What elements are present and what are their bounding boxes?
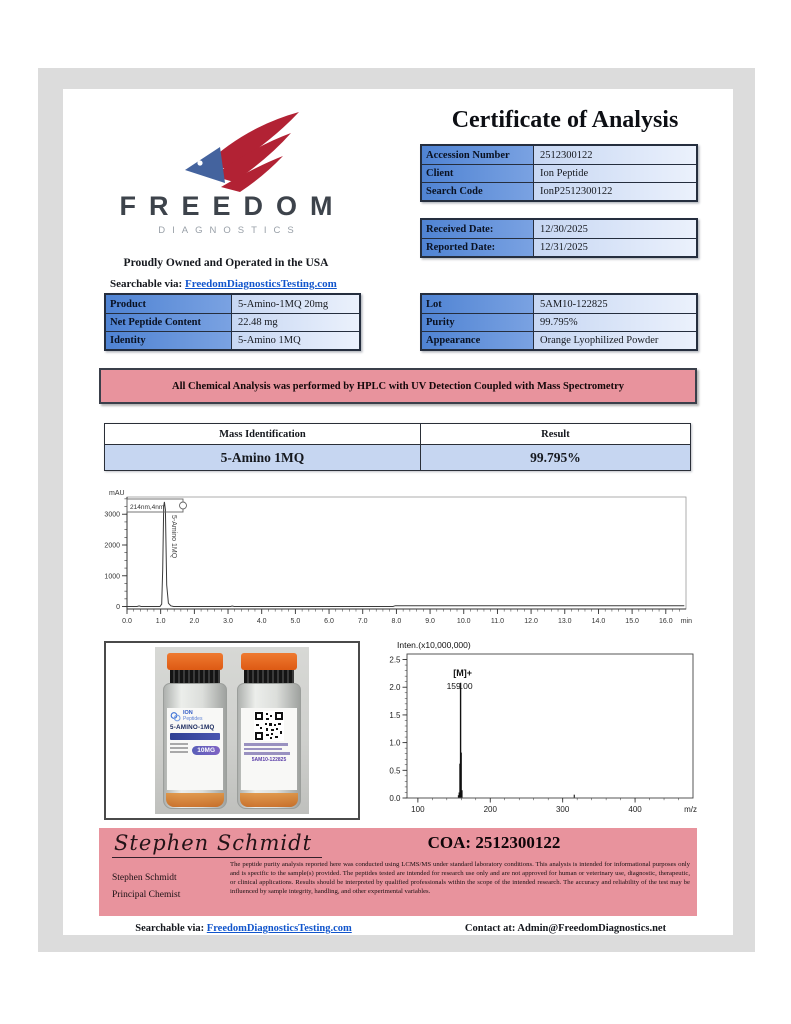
vial-label-front [167,708,223,790]
svg-text:12.0: 12.0 [524,618,538,625]
cell-label: Appearance [422,332,534,349]
svg-text:6.0: 6.0 [324,618,334,625]
analysis-method-banner: All Chemical Analysis was performed by HPLC with UV Detection Coupled with Mass Spectrometry [99,368,697,404]
vial-crimp-ring [244,670,294,683]
svg-text:0.5: 0.5 [389,766,401,776]
searchable-link-top[interactable]: FreedomDiagnosticsTesting.com [184,278,337,290]
vial-glass [237,683,301,809]
vial-fine-print [170,743,188,755]
svg-text:2000: 2000 [104,542,120,550]
svg-text:400: 400 [628,805,642,814]
vial-back [233,653,305,811]
table-row [106,331,359,349]
vial-dose-badge: 10MG [192,746,220,755]
svg-text:1.0: 1.0 [155,618,166,625]
column-header: Mass Identification [105,424,421,444]
svg-text:2.0: 2.0 [189,618,200,625]
vial-brand-line2: Peptides [183,715,203,722]
disclaimer-text: The peptide purity analysis reported here was conducted using LCMS/MS under standard laboratory conditions. This analysis is intended for informational purposes only and is specific to the sample(s) provided. The peptides tested are intended for research use only and are not approved for human or veterinary use, diagnostic, therapeutic, or clinical applications. Results should be interpreted by qualified professionals within the scope of the intended research. The accuracy and reliability of the test may be influenced by sample integrity, handling, and other experimental variables. [230,861,690,895]
cell-label: Identity [106,332,232,349]
vial-powder [240,793,298,807]
handwritten-signature: Stephen Schmidt [112,831,322,858]
svg-text:200: 200 [483,805,497,814]
cell-value: Ion Peptide [534,165,696,182]
cell-value: 5-Amino 1MQ [232,332,359,349]
certificate-page [63,89,733,935]
cell-value: Orange Lyophilized Powder [534,332,696,349]
cell-label: Search Code [422,183,534,200]
signature-block [99,828,697,916]
vial-cap [167,653,223,670]
qr-code [254,711,284,741]
table-row [106,313,359,331]
cell-value: 5-Amino 1MQ [105,445,421,470]
cell-label: Reported Date: [422,239,534,256]
cell-value: 5AM10-122825 [534,295,696,313]
svg-text:3.0: 3.0 [223,618,233,625]
table-row [106,295,359,313]
footer-contact: Contact at: Admin@FreedomDiagnostics.net [464,923,667,934]
cell-label: Purity [422,314,534,331]
searchable-prefix: Searchable via: [110,278,183,290]
footer-search-link[interactable]: FreedomDiagnosticsTesting.com [206,923,352,934]
table-row [422,146,696,164]
cell-value: IonP2512300122 [534,183,696,200]
cell-label: Lot [422,295,534,313]
svg-text:mAU: mAU [109,490,125,497]
svg-text:1000: 1000 [104,573,120,581]
vial-cap [241,653,297,670]
mass-spectrum-plot [371,638,701,823]
svg-text:0.0: 0.0 [122,618,132,625]
searchable-line-top [110,278,337,290]
vial-powder [166,793,224,807]
cell-label: Product [106,295,232,313]
svg-text:0.0: 0.0 [389,794,401,803]
svg-text:1.5: 1.5 [389,710,401,720]
product-table [104,293,361,351]
table-row [422,182,696,200]
cell-value: 12/30/2025 [534,220,696,238]
page-title: Certificate of Analysis [451,107,679,133]
cell-label: Net Peptide Content [106,314,232,331]
svg-text:14.0: 14.0 [591,618,606,625]
svg-text:3000: 3000 [104,511,120,519]
eagle-flag-logo-icon [171,109,311,199]
svg-text:9.0: 9.0 [425,618,435,625]
coa-number: COA: 2512300122 [427,833,561,852]
vial-brand-line1: ION [183,710,193,717]
logo-sub-text: DIAGNOSTICS [158,225,301,236]
column-header: Result [421,424,690,444]
cell-value: 99.795% [421,445,690,470]
vial-product-name: 5-AMINO-1MQ [170,724,215,731]
dates-table [420,218,698,258]
svg-text:2.5: 2.5 [389,655,401,665]
product-photo-box [104,641,360,820]
footer-search-prefix: Searchable via: [135,923,205,934]
svg-text:11.0: 11.0 [490,618,504,625]
hplc-chromatogram [99,487,694,637]
svg-text:7.0: 7.0 [357,618,368,625]
cell-label: Client [422,165,534,182]
svg-text:100: 100 [411,805,425,814]
svg-text:4.0: 4.0 [256,618,267,625]
svg-text:5.0: 5.0 [290,618,301,625]
logo-tagline: Proudly Owned and Operated in the USA [123,257,329,269]
signer-title: Principal Chemist [112,890,181,900]
mass-identification-table [104,423,691,471]
table-row [422,313,696,331]
svg-text:5-Amino 1MQ: 5-Amino 1MQ [170,515,178,559]
accession-info-table [420,144,698,202]
logo-brand-text: FREEDOM [119,191,346,221]
cell-value: 99.795% [534,314,696,331]
svg-text:13.0: 13.0 [557,618,572,625]
vial-label-band [170,733,220,740]
cell-value: 2512300122 [534,146,696,164]
svg-text:min: min [680,618,692,625]
svg-text:300: 300 [555,805,570,814]
lot-table [420,293,698,351]
signer-name: Stephen Schmidt [112,873,177,883]
cell-label: Accession Number [422,146,534,164]
vial-crimp-ring [170,670,220,683]
table-row [422,295,696,313]
svg-text:15.0: 15.0 [625,618,639,625]
svg-text:m/z: m/z [684,805,697,814]
table-row [422,331,696,349]
cell-value: 5-Amino-1MQ 20mg [232,295,359,313]
svg-text:159.00: 159.00 [446,681,473,691]
vial-glass [163,683,227,809]
svg-text:214nm,4nm: 214nm,4nm [130,504,165,511]
cell-value: 22.48 mg [232,314,359,331]
svg-text:10.0: 10.0 [456,618,471,625]
table-row [422,220,696,238]
svg-text:16.0: 16.0 [658,618,673,625]
table-header-row [105,424,690,444]
footer-searchable [91,923,396,934]
svg-text:Inten.(x10,000,000): Inten.(x10,000,000) [397,640,471,650]
svg-text:8.0: 8.0 [391,618,402,625]
table-row [422,238,696,256]
vial-photo [155,647,309,814]
vial-front [159,653,231,811]
cell-value: 12/31/2025 [534,239,696,256]
vial-label-back [241,708,297,790]
table-row [422,164,696,182]
svg-text:0: 0 [116,604,120,612]
ion-peptides-logo-icon [170,711,181,722]
vial-batch-number: 5AM10-122825 [251,756,287,763]
cell-label: Received Date: [422,220,534,238]
svg-text:2.0: 2.0 [389,683,401,693]
svg-text:[M]+: [M]+ [453,668,472,678]
table-row [105,444,690,470]
svg-text:1.0: 1.0 [389,738,401,748]
